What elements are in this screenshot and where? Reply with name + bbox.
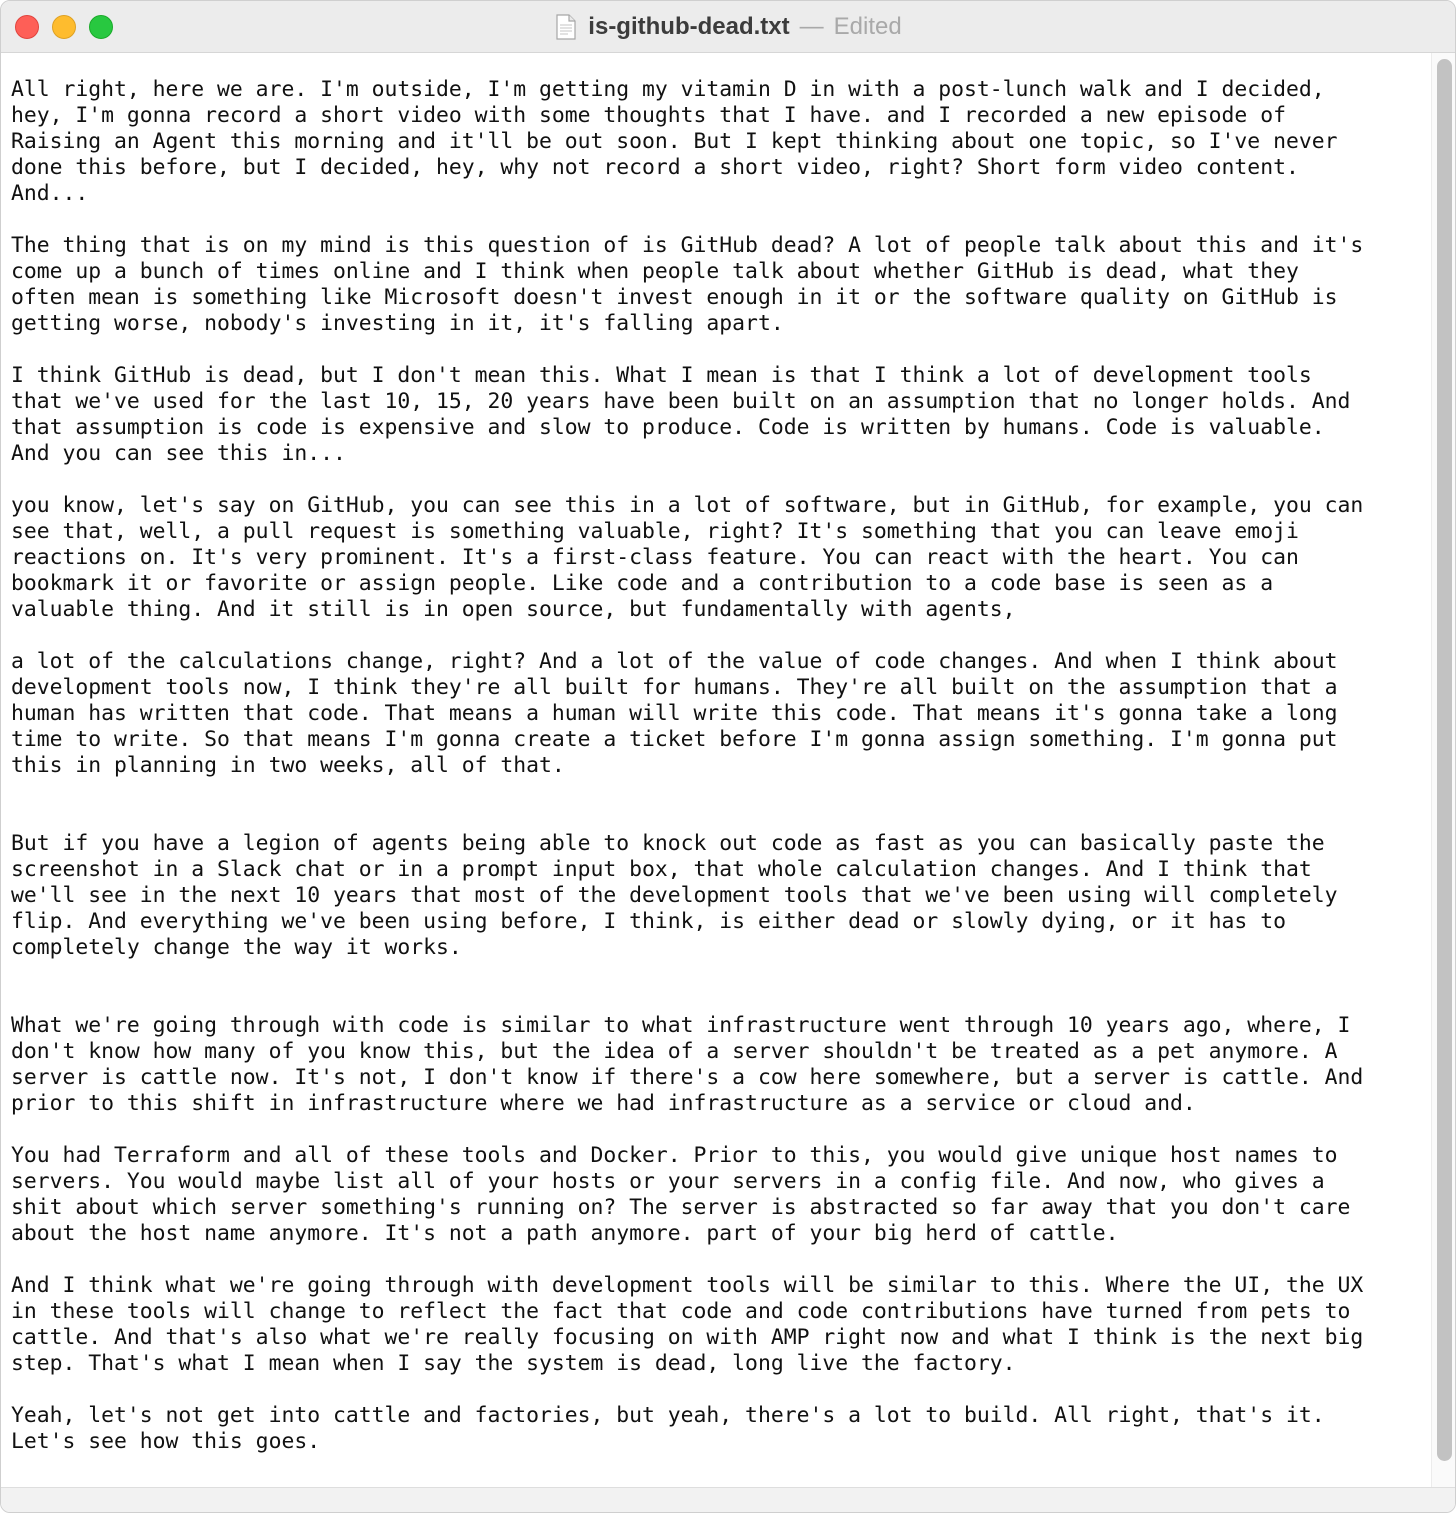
document-icon[interactable] [556, 14, 576, 40]
minimize-window-button[interactable] [52, 15, 76, 39]
close-window-button[interactable] [15, 15, 39, 39]
document-area[interactable] [1, 53, 1431, 1487]
title-bar[interactable] [1, 1, 1456, 53]
document-text[interactable]: All right, here we are. I'm outside, I'm getting my vitamin D in with a post-lunch walk and I decided, hey, I'm gonna record a short video with some thoughts that I have. and I recorded a new episode of Raising an Agent this morning and it'll be out soon. But I kept thinking about one topic, so I've never done this before, but I decided, hey, why not record a short video, right? Short form video content. And... The thing that is on my mind is this question of is GitHub dead? A lot of people talk about this and it's come up a bunch of times online and I think when people talk about whether GitHub is dead, what they often mean is something like Microsoft doesn't invest enough in it or the software quality on GitHub is getting worse, nobody's investing in it, it's falling apart. I think GitHub is dead, but I don't mean this. What I mean is that I think a lot of development tools that we've used for the last 10, 15, 20 years have been built on an assumption that no longer holds. And that assumption is code is expensive and slow to produce. Code is written by humans. Code is valuable. And you can see this in... you know, let's say on GitHub, you can see this in a lot of software, but in GitHub, for example, you can see that, well, a pull request is something valuable, right? It's something that you can leave emoji reactions on. It's very prominent. It's a first-class feature. You can react with the heart. You can bookmark it or favorite or assign people. Like code and a contribution to a code base is seen as a valuable thing. And it still is in open source, but fundamentally with agents, a lot of the calculations change, right? And a lot of the value of code changes. And when I think about development tools now, I think they're all built for humans. They're all built on the assumption that a human has written that code. That means a human will write this code. That means it's gonna take a long time to write. So that means I'm gonna create a ticket before I'm gonna assign something. I'm gonna put this in planning in two weeks, all of that. But if you have a legion of agents being able to knock out code as fast as you can basically paste the screenshot in a Slack chat or in a prompt input box, that whole calculation changes. And I think that we'll see in the next 10 years that most of the development tools that we've been using will completely flip. And everything we've been using before, I think, is either dead or slowly dying, or it has to completely change the way it works. What we're going through with code is similar to what infrastructure went through 10 years ago, where, I don't know how many of you know this, but the idea of a server shouldn't be treated as a pet anymore. A server is cattle now. It's not, I don't know if there's a cow here somewhere, but a server is cattle. And prior to this shift in infrastructure where we had infrastructure as a service or cloud and. You had Terraform and all of these tools and Docker. Prior to this, you would give unique host names to servers. You would maybe list all of your hosts or your servers in a config file. And now, who gives a shit about which server something's running on? The server is abstracted so far away that you don't care about the host name anymore. It's not a path anymore. part of your big herd of cattle. And I think what we're going through with development tools will be similar to this. Where the UI, the UX in these tools will change to reflect the fact that code and code contributions have turned from pets to cattle. And that's also what we're really focusing on with AMP right now and what I think is the next big step. That's what I mean when I say the system is dead, long live the factory. Yeah, let's not get into cattle and factories, but yeah, there's a lot to build. All right, that's it. Let's see how this goes. [11, 77, 1364, 1454]
scrollbar-thumb[interactable] [1437, 59, 1452, 1461]
edited-status[interactable]: Edited [833, 13, 902, 40]
file-name[interactable]: is-github-dead.txt [588, 13, 790, 40]
title-separator: — [799, 13, 824, 40]
bottom-edge [1, 1487, 1456, 1513]
vertical-scrollbar[interactable] [1431, 53, 1456, 1487]
zoom-window-button[interactable] [89, 15, 113, 39]
window-title [1, 1, 1456, 53]
